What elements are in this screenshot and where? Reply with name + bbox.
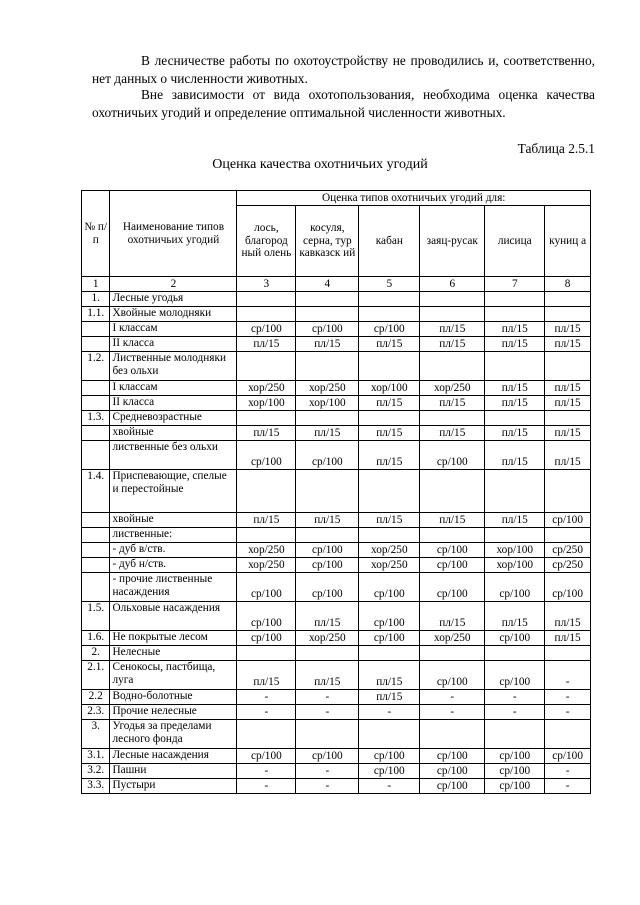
- column-index-row: [82, 277, 591, 292]
- rating-cell: -: [237, 690, 296, 705]
- table-row: [82, 441, 591, 470]
- rating-cell: [359, 352, 420, 381]
- rating-cell: [420, 352, 485, 381]
- rating-cell: пл/15: [237, 513, 296, 528]
- row-ground-type: лиственные без ольхи: [110, 441, 237, 470]
- rating-cell: пл/15: [359, 661, 420, 690]
- intro-paragraph-1: В лесничестве работы по охотоустройству не проводились и, соответственно, нет данных о численности животных.: [92, 53, 595, 86]
- rating-cell: [420, 646, 485, 661]
- rating-cell: [485, 528, 545, 543]
- row-number: 3.3.: [82, 779, 110, 794]
- rating-cell: ср/100: [359, 573, 420, 602]
- rating-cell: [237, 720, 296, 749]
- rating-cell: ср/100: [237, 631, 296, 646]
- rating-cell: [359, 307, 420, 322]
- rating-cell: пл/15: [296, 661, 359, 690]
- rating-cell: [420, 292, 485, 307]
- table-row: [82, 470, 591, 513]
- row-number: [82, 543, 110, 558]
- row-ground-type: хвойные: [110, 513, 237, 528]
- row-number: 3.1.: [82, 749, 110, 764]
- rating-cell: [420, 470, 485, 513]
- rating-cell: [420, 720, 485, 749]
- rating-cell: [237, 528, 296, 543]
- rating-cell: хор/250: [359, 558, 420, 573]
- rating-cell: [420, 528, 485, 543]
- rating-cell: хор/100: [237, 396, 296, 411]
- rating-cell: ср/100: [359, 764, 420, 779]
- row-number: 2.2: [82, 690, 110, 705]
- rating-cell: [296, 307, 359, 322]
- rating-cell: -: [296, 690, 359, 705]
- rating-cell: пл/15: [359, 337, 420, 352]
- row-ground-type: Не покрытые лесом: [110, 631, 237, 646]
- table-row: [82, 690, 591, 705]
- rating-cell: [420, 307, 485, 322]
- rating-cell: пл/15: [420, 322, 485, 337]
- column-index: 6: [420, 277, 485, 292]
- rating-cell: ср/100: [545, 573, 591, 602]
- rating-cell: хор/250: [359, 543, 420, 558]
- rating-cell: пл/15: [420, 426, 485, 441]
- rating-cell: -: [545, 690, 591, 705]
- row-number: [82, 558, 110, 573]
- rating-cell: ср/100: [420, 543, 485, 558]
- rating-cell: пл/15: [485, 337, 545, 352]
- rating-cell: пл/15: [420, 337, 485, 352]
- rating-cell: пл/15: [545, 426, 591, 441]
- rating-cell: -: [359, 705, 420, 720]
- rating-cell: пл/15: [359, 441, 420, 470]
- rating-cell: [359, 720, 420, 749]
- row-number: 1.3.: [82, 411, 110, 426]
- column-index: 2: [110, 277, 237, 292]
- rating-cell: пл/15: [237, 661, 296, 690]
- row-ground-type: II класса: [110, 396, 237, 411]
- rating-cell: -: [359, 779, 420, 794]
- rating-cell: [359, 646, 420, 661]
- row-number: [82, 337, 110, 352]
- rating-cell: ср/100: [296, 322, 359, 337]
- rating-cell: ср/100: [545, 749, 591, 764]
- row-ground-type: Средневозрастные: [110, 411, 237, 426]
- rating-cell: [359, 292, 420, 307]
- row-number: 1.4.: [82, 470, 110, 513]
- row-ground-type: I классам: [110, 322, 237, 337]
- table-title: Оценка качества охотничьих угодий: [212, 157, 428, 172]
- rating-cell: [237, 352, 296, 381]
- rating-cell: ср/100: [296, 749, 359, 764]
- rating-cell: ср/100: [237, 602, 296, 631]
- rating-cell: [485, 292, 545, 307]
- row-ground-type: хвойные: [110, 426, 237, 441]
- rating-cell: хор/250: [237, 558, 296, 573]
- row-number: 2.: [82, 646, 110, 661]
- hunting-grounds-quality-table: [81, 190, 591, 794]
- rating-cell: [545, 720, 591, 749]
- row-number: 1.: [82, 292, 110, 307]
- rating-cell: -: [545, 661, 591, 690]
- rating-cell: -: [545, 705, 591, 720]
- rating-cell: [237, 470, 296, 513]
- header-species: лось, благород ный олень: [237, 206, 296, 277]
- rating-cell: [296, 292, 359, 307]
- rating-cell: -: [485, 690, 545, 705]
- rating-cell: [296, 528, 359, 543]
- table-row: [82, 720, 591, 749]
- rating-cell: ср/100: [359, 322, 420, 337]
- row-ground-type: Приспевающие, спелые и перестойные: [110, 470, 237, 513]
- column-index: 8: [545, 277, 591, 292]
- row-ground-type: Нелесные: [110, 646, 237, 661]
- row-ground-type: - дуб в/ств.: [110, 543, 237, 558]
- rating-cell: хор/250: [420, 631, 485, 646]
- row-number: 2.3.: [82, 705, 110, 720]
- rating-cell: -: [237, 705, 296, 720]
- rating-cell: пл/15: [485, 426, 545, 441]
- table-row: [82, 513, 591, 528]
- table-row: [82, 411, 591, 426]
- rating-cell: пл/15: [545, 396, 591, 411]
- row-ground-type: Лесные угодья: [110, 292, 237, 307]
- rating-cell: пл/15: [237, 426, 296, 441]
- rating-cell: пл/15: [420, 602, 485, 631]
- rating-cell: [545, 646, 591, 661]
- rating-cell: [359, 528, 420, 543]
- column-index: 1: [82, 277, 110, 292]
- rating-cell: [296, 646, 359, 661]
- rating-cell: хор/100: [359, 381, 420, 396]
- header-group-label: Оценка типов охотничьих угодий для:: [237, 191, 591, 206]
- rating-cell: ср/100: [237, 573, 296, 602]
- rating-cell: [237, 646, 296, 661]
- rating-cell: ср/100: [485, 764, 545, 779]
- table-row: [82, 543, 591, 558]
- rating-cell: [420, 411, 485, 426]
- rating-cell: хор/250: [237, 543, 296, 558]
- rating-cell: [296, 352, 359, 381]
- row-ground-type: Пустыри: [110, 779, 237, 794]
- table-row: [82, 396, 591, 411]
- rating-cell: хор/100: [485, 543, 545, 558]
- table-row: [82, 307, 591, 322]
- row-number: [82, 426, 110, 441]
- table-body: [82, 277, 591, 794]
- row-number: 2.1.: [82, 661, 110, 690]
- table-row: [82, 631, 591, 646]
- intro-paragraph-2: Вне зависимости от вида охотопользования, необходима оценка качества охотничьих угодий и определение оптимальной численности животных.: [92, 87, 595, 120]
- rating-cell: ср/100: [485, 631, 545, 646]
- rating-cell: ср/100: [485, 749, 545, 764]
- row-number: [82, 513, 110, 528]
- rating-cell: -: [545, 779, 591, 794]
- rating-cell: пл/15: [545, 381, 591, 396]
- rating-cell: ср/100: [420, 441, 485, 470]
- rating-cell: -: [485, 705, 545, 720]
- row-ground-type: - прочие лиственные насаждения: [110, 573, 237, 602]
- table-row: [82, 322, 591, 337]
- table-row: [82, 558, 591, 573]
- table-row: [82, 705, 591, 720]
- header-species: куниц а: [545, 206, 591, 277]
- row-ground-type: Пашни: [110, 764, 237, 779]
- rating-cell: ср/100: [359, 602, 420, 631]
- column-index: 7: [485, 277, 545, 292]
- rating-cell: хор/250: [296, 381, 359, 396]
- rating-cell: ср/250: [545, 543, 591, 558]
- rating-cell: [485, 646, 545, 661]
- row-number: [82, 322, 110, 337]
- column-index: 4: [296, 277, 359, 292]
- table-row: [82, 764, 591, 779]
- row-ground-type: Сенокосы, пастбища, луга: [110, 661, 237, 690]
- rating-cell: ср/100: [237, 322, 296, 337]
- row-number: 3.: [82, 720, 110, 749]
- rating-cell: [485, 720, 545, 749]
- table-row: [82, 337, 591, 352]
- rating-cell: ср/250: [545, 558, 591, 573]
- row-ground-type: лиственные:: [110, 528, 237, 543]
- row-ground-type: Хвойные молодняки: [110, 307, 237, 322]
- rating-cell: ср/100: [420, 764, 485, 779]
- row-ground-type: Ольховые насаждения: [110, 602, 237, 631]
- rating-cell: пл/15: [545, 441, 591, 470]
- rating-cell: пл/15: [359, 396, 420, 411]
- rating-cell: пл/15: [237, 337, 296, 352]
- rating-cell: -: [545, 764, 591, 779]
- rating-cell: [296, 411, 359, 426]
- row-ground-type: - дуб н/ств.: [110, 558, 237, 573]
- rating-cell: пл/15: [485, 381, 545, 396]
- header-species: заяц-русак: [420, 206, 485, 277]
- rating-cell: пл/15: [545, 337, 591, 352]
- column-index: 5: [359, 277, 420, 292]
- rating-cell: хор/250: [296, 631, 359, 646]
- rating-cell: ср/100: [359, 749, 420, 764]
- rating-cell: ср/100: [420, 749, 485, 764]
- header-number: № п/п: [82, 191, 110, 277]
- rating-cell: ср/100: [420, 558, 485, 573]
- rating-cell: хор/250: [237, 381, 296, 396]
- rating-cell: -: [420, 705, 485, 720]
- rating-cell: [237, 307, 296, 322]
- rating-cell: пл/15: [485, 513, 545, 528]
- row-number: 1.1.: [82, 307, 110, 322]
- header-species: лисица: [485, 206, 545, 277]
- rating-cell: пл/15: [485, 602, 545, 631]
- row-ground-type: Прочие нелесные: [110, 705, 237, 720]
- table-row: [82, 749, 591, 764]
- row-number: [82, 441, 110, 470]
- rating-cell: ср/100: [420, 661, 485, 690]
- rating-cell: пл/15: [545, 602, 591, 631]
- row-ground-type: Лиственные молодняки без ольхи: [110, 352, 237, 381]
- rating-cell: [237, 292, 296, 307]
- rating-cell: пл/15: [296, 426, 359, 441]
- table-number: Таблица 2.5.1: [517, 141, 595, 156]
- rating-cell: -: [420, 690, 485, 705]
- rating-cell: ср/100: [485, 779, 545, 794]
- row-number: 1.5.: [82, 602, 110, 631]
- row-ground-type: I классам: [110, 381, 237, 396]
- rating-cell: ср/100: [237, 749, 296, 764]
- table-row: [82, 602, 591, 631]
- rating-cell: пл/15: [420, 396, 485, 411]
- rating-cell: пл/15: [485, 396, 545, 411]
- table-row: [82, 528, 591, 543]
- rating-cell: [545, 411, 591, 426]
- rating-cell: -: [296, 779, 359, 794]
- row-number: [82, 528, 110, 543]
- rating-cell: [296, 470, 359, 513]
- rating-cell: пл/15: [545, 322, 591, 337]
- rating-cell: -: [237, 779, 296, 794]
- rating-cell: ср/100: [359, 631, 420, 646]
- rating-cell: ср/100: [485, 661, 545, 690]
- table-row: [82, 573, 591, 602]
- rating-cell: пл/15: [296, 337, 359, 352]
- table-row: [82, 661, 591, 690]
- rating-cell: -: [296, 705, 359, 720]
- table-row: [82, 381, 591, 396]
- rating-cell: пл/15: [296, 513, 359, 528]
- rating-cell: пл/15: [545, 631, 591, 646]
- rating-cell: пл/15: [296, 602, 359, 631]
- rating-cell: ср/100: [296, 573, 359, 602]
- rating-cell: [296, 720, 359, 749]
- rating-cell: ср/100: [296, 441, 359, 470]
- rating-cell: [485, 352, 545, 381]
- header-species: косуля, серна, тур кавказск ий: [296, 206, 359, 277]
- row-ground-type: Лесные насаждения: [110, 749, 237, 764]
- rating-cell: ср/100: [420, 573, 485, 602]
- rating-cell: пл/15: [485, 322, 545, 337]
- rating-cell: -: [296, 764, 359, 779]
- header-species: кабан: [359, 206, 420, 277]
- row-number: 3.2.: [82, 764, 110, 779]
- rating-cell: [485, 307, 545, 322]
- rating-cell: ср/100: [296, 558, 359, 573]
- rating-cell: пл/15: [485, 441, 545, 470]
- table-row: [82, 292, 591, 307]
- rating-cell: хор/100: [296, 396, 359, 411]
- rating-cell: пл/15: [420, 513, 485, 528]
- row-ground-type: Угодья за пределами лесного фонда: [110, 720, 237, 749]
- rating-cell: ср/100: [485, 573, 545, 602]
- rating-cell: пл/15: [359, 513, 420, 528]
- row-ground-type: II класса: [110, 337, 237, 352]
- rating-cell: [485, 411, 545, 426]
- rating-cell: хор/100: [485, 558, 545, 573]
- row-ground-type: Водно-болотные: [110, 690, 237, 705]
- table-row: [82, 426, 591, 441]
- row-number: [82, 573, 110, 602]
- rating-cell: хор/250: [420, 381, 485, 396]
- table-row: [82, 779, 591, 794]
- rating-cell: [485, 470, 545, 513]
- rating-cell: пл/15: [359, 690, 420, 705]
- rating-cell: ср/100: [420, 779, 485, 794]
- rating-cell: [359, 411, 420, 426]
- rating-cell: ср/100: [545, 513, 591, 528]
- rating-cell: ср/100: [237, 441, 296, 470]
- rating-cell: ср/100: [296, 543, 359, 558]
- rating-cell: [545, 292, 591, 307]
- rating-cell: [545, 307, 591, 322]
- rating-cell: [237, 411, 296, 426]
- row-number: [82, 381, 110, 396]
- rating-cell: [545, 352, 591, 381]
- rating-cell: пл/15: [359, 426, 420, 441]
- rating-cell: -: [237, 764, 296, 779]
- row-number: 1.2.: [82, 352, 110, 381]
- rating-cell: [545, 528, 591, 543]
- rating-cell: [545, 470, 591, 513]
- table-row: [82, 646, 591, 661]
- row-number: [82, 396, 110, 411]
- column-index: 3: [237, 277, 296, 292]
- rating-cell: [359, 470, 420, 513]
- row-number: 1.6.: [82, 631, 110, 646]
- table-row: [82, 352, 591, 381]
- header-ground-type: Наименование типов охотничьих угодий: [110, 191, 237, 277]
